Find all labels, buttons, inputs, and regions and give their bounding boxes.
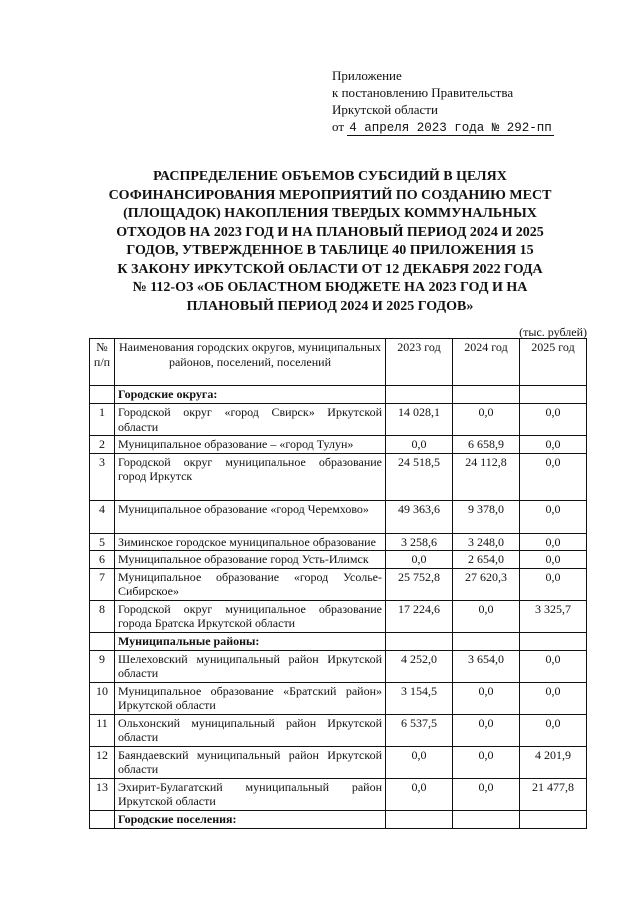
row-number: 2 [90, 436, 115, 454]
row-number: 8 [90, 600, 115, 632]
appendix-date: 4 апреля 2023 года № 292-пп [349, 121, 552, 135]
header-2023: 2023 год [386, 339, 453, 386]
row-name: Городской округ муниципальное образование города Братска Иркутской области [115, 600, 386, 632]
value-2023: 49 363,6 [386, 500, 453, 533]
header-2025: 2025 год [520, 339, 587, 386]
row-name: Эхирит-Булагатский муниципальный район Иркутской области [115, 778, 386, 810]
row-number: 9 [90, 650, 115, 682]
table-body [90, 386, 587, 829]
row-name: Муниципальное образование «Братский район» Иркутской области [115, 682, 386, 714]
table-header-row [90, 339, 587, 386]
row-number: 11 [90, 714, 115, 746]
header-2024: 2024 год [453, 339, 520, 386]
value-2023: 0,0 [386, 436, 453, 454]
table-row [90, 746, 587, 778]
row-name: Муниципальное образование «город Усолье-Сибирское» [115, 568, 386, 600]
row-name: Ольхонский муниципальный район Иркутской области [115, 714, 386, 746]
appendix-block [332, 67, 554, 137]
value-2024: 0,0 [453, 714, 520, 746]
section-row [90, 386, 587, 404]
appendix-date-line [332, 118, 554, 137]
table-row [90, 404, 587, 436]
value-2024: 0,0 [453, 682, 520, 714]
row-number: 1 [90, 404, 115, 436]
row-name: Муниципальное образование – «город Тулун» [115, 436, 386, 454]
table-row [90, 568, 587, 600]
row-number: 5 [90, 533, 115, 551]
value-2025: 0,0 [520, 551, 587, 569]
table-row [90, 778, 587, 810]
value-2024: 3 248,0 [453, 533, 520, 551]
section-empty-cell [453, 810, 520, 828]
title-line: ГОДОВ, УТВЕРЖДЕННОЕ В ТАБЛИЦЕ 40 ПРИЛОЖЕНИЯ 15 [126, 243, 534, 258]
value-2023: 25 752,8 [386, 568, 453, 600]
value-2024: 27 620,3 [453, 568, 520, 600]
value-2023: 0,0 [386, 746, 453, 778]
value-2024: 0,0 [453, 746, 520, 778]
title-line: (ПЛОЩАДОК) НАКОПЛЕНИЯ ТВЕРДЫХ КОММУНАЛЬНЫХ [123, 206, 537, 221]
appendix-line: Приложение [332, 68, 402, 83]
value-2025: 0,0 [520, 650, 587, 682]
section-no-cell [90, 632, 115, 650]
section-title: Городские поселения: [115, 810, 386, 828]
row-name: Шелеховский муниципальный район Иркутской области [115, 650, 386, 682]
value-2023: 17 224,6 [386, 600, 453, 632]
value-2025: 0,0 [520, 714, 587, 746]
value-2023: 0,0 [386, 778, 453, 810]
row-name: Городской округ «город Свирск» Иркутской области [115, 404, 386, 436]
title-line: ОТХОДОВ НА 2023 ГОД И НА ПЛАНОВЫЙ ПЕРИОД 2024 И 2025 [116, 224, 544, 240]
value-2025: 0,0 [520, 453, 587, 500]
header-no: № п/п [90, 339, 115, 386]
value-2025: 0,0 [520, 500, 587, 533]
table-row [90, 500, 587, 533]
section-title: Муниципальные районы: [115, 632, 386, 650]
table-row [90, 714, 587, 746]
section-empty-cell [520, 632, 587, 650]
section-row [90, 810, 587, 828]
section-empty-cell [520, 810, 587, 828]
table-row [90, 600, 587, 632]
appendix-line: к постановлению Правительства [332, 85, 514, 100]
section-row [90, 632, 587, 650]
table-row [90, 650, 587, 682]
section-empty-cell [386, 810, 453, 828]
value-2025: 21 477,8 [520, 778, 587, 810]
value-2023: 3 154,5 [386, 682, 453, 714]
header-name: Наименования городских округов, муниципальных районов, поселений, поселений [115, 339, 386, 386]
value-2025: 0,0 [520, 436, 587, 454]
row-name: Городской округ муниципальное образование город Иркутск [115, 453, 386, 500]
value-2023: 24 518,5 [386, 453, 453, 500]
value-2024: 6 658,9 [453, 436, 520, 454]
title-line: К ЗАКОНУ ИРКУТСКОЙ ОБЛАСТИ ОТ 12 ДЕКАБРЯ 2022 ГОДА [117, 261, 543, 277]
section-empty-cell [386, 386, 453, 404]
section-empty-cell [453, 386, 520, 404]
table-row [90, 436, 587, 454]
value-2023: 3 258,6 [386, 533, 453, 551]
title-line: СОФИНАНСИРОВАНИЯ МЕРОПРИЯТИЙ ПО СОЗДАНИЮ МЕСТ [108, 187, 552, 203]
value-2023: 14 028,1 [386, 404, 453, 436]
row-number: 7 [90, 568, 115, 600]
value-2023: 4 252,0 [386, 650, 453, 682]
appendix-line: Иркутской области [332, 102, 438, 117]
units-label: (тыс. рублей) [519, 325, 587, 339]
value-2024: 24 112,8 [453, 453, 520, 500]
row-number: 6 [90, 551, 115, 569]
value-2025: 0,0 [520, 533, 587, 551]
value-2024: 9 378,0 [453, 500, 520, 533]
value-2024: 3 654,0 [453, 650, 520, 682]
row-name: Муниципальное образование город Усть-Илимск [115, 551, 386, 569]
value-2023: 6 537,5 [386, 714, 453, 746]
section-empty-cell [453, 632, 520, 650]
subsidy-table [89, 338, 587, 829]
value-2025: 4 201,9 [520, 746, 587, 778]
table-row [90, 453, 587, 500]
section-title: Городские округа: [115, 386, 386, 404]
section-no-cell [90, 386, 115, 404]
row-number: 12 [90, 746, 115, 778]
row-name: Баяндаевский муниципальный район Иркутской области [115, 746, 386, 778]
value-2024: 2 654,0 [453, 551, 520, 569]
section-no-cell [90, 810, 115, 828]
value-2024: 0,0 [453, 778, 520, 810]
table-row [90, 533, 587, 551]
title-line: ПЛАНОВЫЙ ПЕРИОД 2024 И 2025 ГОДОВ» [186, 298, 474, 314]
row-number: 4 [90, 500, 115, 533]
value-2023: 0,0 [386, 551, 453, 569]
row-name: Зиминское городское муниципальное образование [115, 533, 386, 551]
value-2025: 0,0 [520, 404, 587, 436]
row-name: Муниципальное образование «город Черемхово» [115, 500, 386, 533]
row-number: 13 [90, 778, 115, 810]
value-2025: 3 325,7 [520, 600, 587, 632]
title-line: № 112-ОЗ «ОБ ОБЛАСТНОМ БЮДЖЕТЕ НА 2023 ГОД И НА [132, 280, 528, 295]
table-row [90, 682, 587, 714]
value-2025: 0,0 [520, 682, 587, 714]
document-title [85, 168, 575, 316]
table-row [90, 551, 587, 569]
title-line: РАСПРЕДЕЛЕНИЕ ОБЪЕМОВ СУБСИДИЙ В ЦЕЛЯХ [153, 169, 507, 184]
section-empty-cell [520, 386, 587, 404]
appendix-from-label: от [332, 119, 345, 134]
row-number: 3 [90, 453, 115, 500]
row-number: 10 [90, 682, 115, 714]
value-2024: 0,0 [453, 600, 520, 632]
section-empty-cell [386, 632, 453, 650]
value-2024: 0,0 [453, 404, 520, 436]
value-2025: 0,0 [520, 568, 587, 600]
